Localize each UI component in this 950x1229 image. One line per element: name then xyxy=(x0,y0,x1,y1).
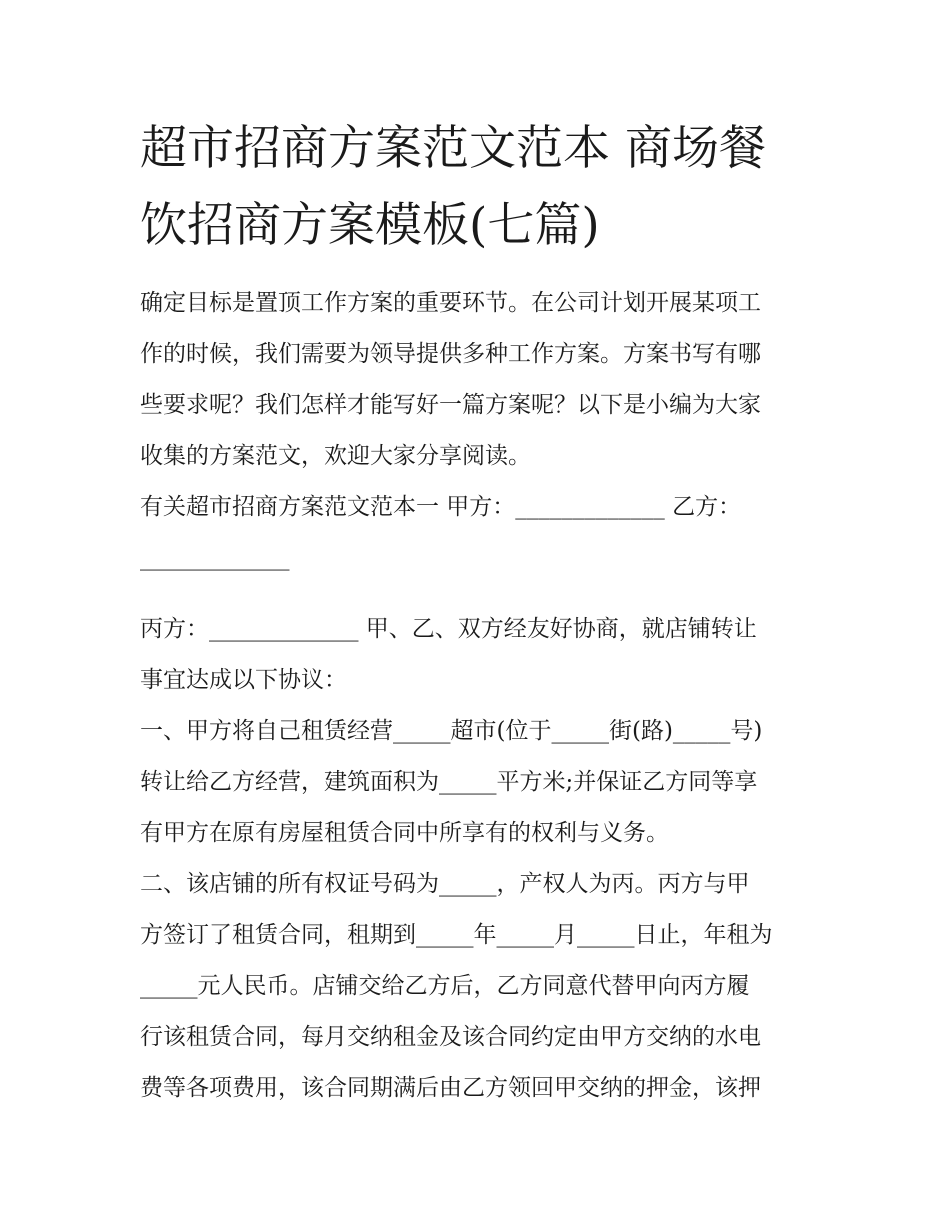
clause-1-line-1: 一、甲方将自己租赁经营_____超市(位于_____街(路)_____号) xyxy=(140,718,763,744)
clause-2-line-1: 二、该店铺的所有权证号码为_____，产权人为丙。丙方与甲 xyxy=(140,871,750,897)
clause-2-line-5: 费等各项费用，该合同期满后由乙方领回甲交纳的押金，该押 xyxy=(140,1075,761,1101)
parties-line-2: _____________ xyxy=(140,545,290,571)
intro-paragraph xyxy=(140,278,820,482)
intro-line-2: 作的时候，我们需要为领导提供多种工作方案。方案书写有哪 xyxy=(140,341,761,367)
intro-line-4: 收集的方案范文，欢迎大家分享阅读。 xyxy=(140,443,531,469)
title-line-2: 饮招商方案模板(七篇) xyxy=(140,198,600,253)
clause-2-line-3: _____元人民币。店铺交给乙方后，乙方同意代替甲向丙方履 xyxy=(140,973,750,999)
intro-line-1: 确定目标是置顶工作方案的重要环节。在公司计划开展某项工 xyxy=(140,290,761,316)
agreement-line-2: 事宜达成以下协议： xyxy=(140,667,347,693)
parties-paragraph xyxy=(140,482,820,584)
title-line-1: 超市招商方案范文范本 商场餐 xyxy=(140,121,766,176)
document-body xyxy=(140,278,820,1114)
document-page xyxy=(140,110,820,1114)
paragraph-gap xyxy=(140,584,820,604)
agreement-paragraph xyxy=(140,604,820,706)
clause-2-line-2: 方签订了租赁合同，租期到_____年_____月_____日止，年租为 xyxy=(140,922,773,948)
agreement-line-1: 丙方：_____________ 甲、乙、双方经友好协商，就店铺转让 xyxy=(140,616,757,642)
document-title xyxy=(140,110,820,264)
clause-2-line-4: 行该租赁合同，每月交纳租金及该合同约定由甲方交纳的水电 xyxy=(140,1024,761,1050)
clause-1-line-3: 有甲方在原有房屋租赁合同中所享有的权利与义务。 xyxy=(140,820,669,846)
clause-1-paragraph xyxy=(140,706,820,859)
parties-line-1: 有关超市招商方案范文范本一 甲方：_____________ 乙方： xyxy=(140,494,742,520)
clause-1-line-2: 转让给乙方经营，建筑面积为_____平方米;并保证乙方同等享 xyxy=(140,769,758,795)
intro-line-3: 些要求呢？我们怎样才能写好一篇方案呢？以下是小编为大家 xyxy=(140,392,761,418)
clause-2-paragraph xyxy=(140,859,820,1114)
